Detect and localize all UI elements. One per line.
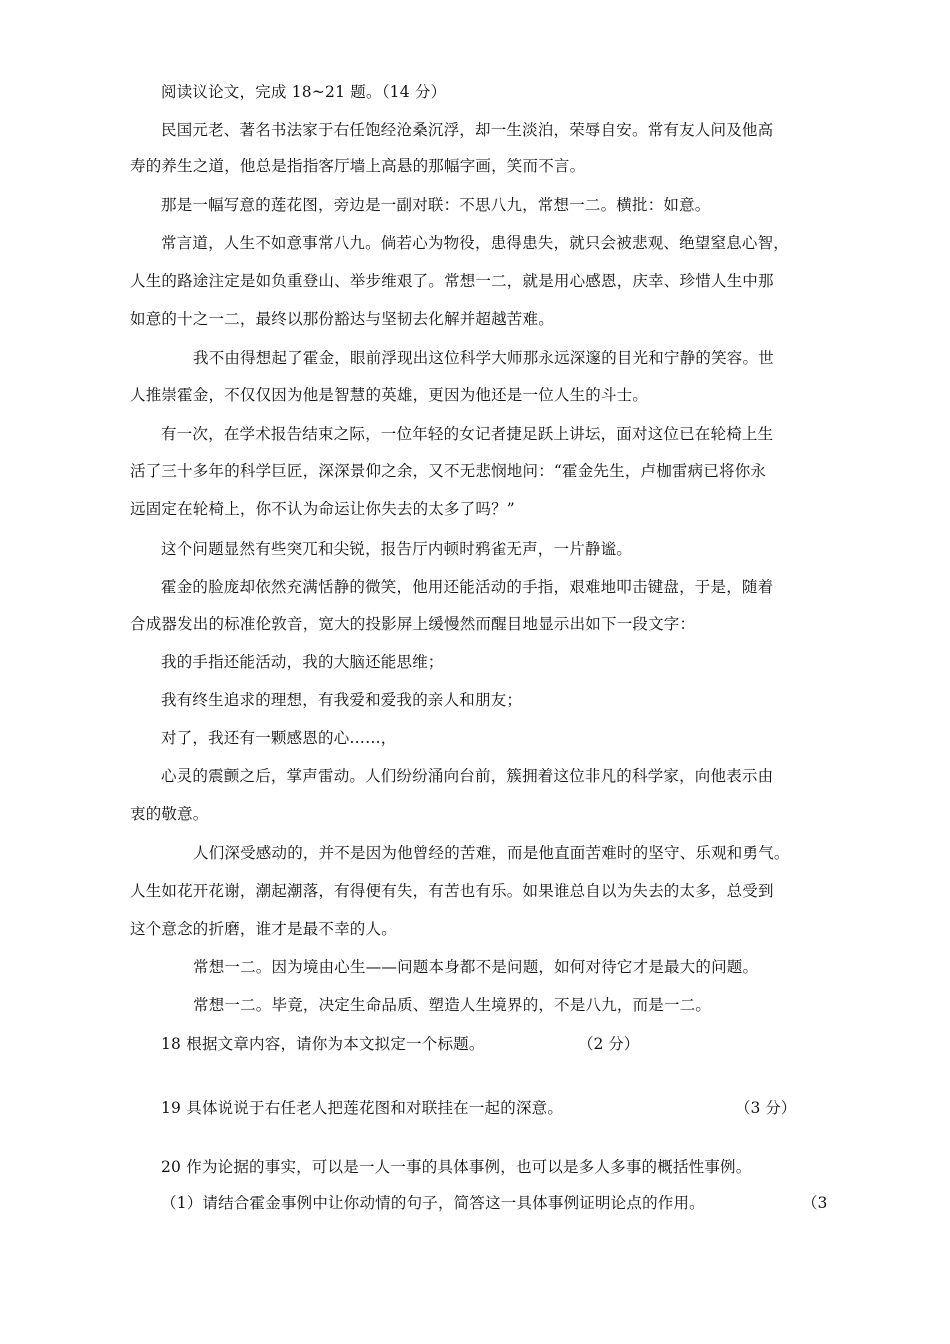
paragraph-line: 合成器发出的标准伦敦音，宽大的投影屏上缓慢然而醒目地显示出如下一段文字：: [130, 615, 696, 633]
paragraph-line: 人推崇霍金，不仅仅因为他是智慧的英雄，更因为他还是一位人生的斗士。: [130, 386, 649, 404]
question-19: 19 具体说说于右任老人把莲花图和对联挂在一起的深意。: [161, 1099, 564, 1117]
paragraph-line: 霍金的脸庞却依然充满恬静的微笑，他用还能活动的手指，艰难地叩击键盘，于是，随着: [161, 578, 774, 596]
paragraph-line: 寿的养生之道，他总是指指客厅墙上高悬的那幅字画，笑而不言。: [130, 157, 586, 175]
paragraph-line: 常言道，人生不如意事常八九。倘若心为物役，患得患失，就只会被悲观、绝望窒息心智，: [161, 234, 790, 252]
question-20-1: （1）请结合霍金事例中让你动情的句子，简答这一具体事例证明论点的作用。: [161, 1194, 705, 1212]
paragraph-line: 这个问题显然有些突兀和尖锐，报告厅内顿时鸦雀无声，一片静谧。: [161, 540, 633, 558]
reading-instruction: 阅读议论文，完成 18~21 题。（14 分）: [161, 83, 447, 101]
question-18-score: （2 分）: [578, 1035, 640, 1053]
paragraph-line: 如意的十之一二，最终以那份豁达与坚韧去化解并超越苦难。: [130, 310, 554, 328]
paragraph-line: 常想一二。因为境由心生——问题本身都不是问题，如何对待它才是最大的问题。: [193, 958, 759, 976]
paragraph-line: 有一次，在学术报告结束之际，一位年轻的女记者捷足跃上讲坛，面对这位已在轮椅上生: [161, 425, 774, 443]
question-20: 20 作为论据的事实，可以是一人一事的具体事例，也可以是多人多事的概括性事例。: [161, 1158, 752, 1176]
quoted-line: 我有终生追求的理想，有我爱和爱我的亲人和朋友；: [161, 691, 523, 709]
paragraph-line: 人生如花开花谢，潮起潮落，有得便有失，有苦也有乐。如果谁总自以为失去的太多，总受到: [130, 882, 774, 900]
paragraph-line: 常想一二。毕竟，决定生命品质、塑造人生境界的，不是八九，而是一二。: [193, 996, 712, 1014]
paragraph-line: 衷的敬意。: [130, 805, 209, 823]
quoted-line: 我的手指还能活动，我的大脑还能思维；: [161, 653, 444, 671]
paragraph-line: 我不由得想起了霍金，眼前浮现出这位科学大师那永远深邃的目光和宁静的笑容。世: [193, 349, 774, 367]
paragraph-line: 远固定在轮椅上，你不认为命运让你失去的太多了吗？”: [130, 500, 515, 518]
question-19-score: （3 分）: [735, 1099, 797, 1117]
paragraph-line: 心灵的震颤之后，掌声雷动。人们纷纷涌向台前，簇拥着这位非凡的科学家，向他表示由: [161, 767, 774, 785]
paragraph-line: 人生的路途注定是如负重登山、举步维艰了。常想一二，就是用心感恩，庆幸、珍惜人生中那: [130, 272, 774, 290]
question-18: 18 根据文章内容，请你为本文拟定一个标题。: [161, 1035, 485, 1053]
paragraph-line: 民国元老、著名书法家于右任饱经沧桑沉浮，却一生淡泊，荣辱自安。常有友人问及他高: [161, 121, 774, 139]
paragraph-line: 那是一幅写意的莲花图，旁边是一副对联：不思八九，常想一二。横批：如意。: [161, 196, 711, 214]
question-20-1-score: （3: [802, 1194, 828, 1212]
quoted-line: 对了，我还有一颗感恩的心……，: [161, 729, 397, 747]
paragraph-line: 这个意念的折磨，谁才是最不幸的人。: [130, 920, 397, 938]
paragraph-line: 人们深受感动的，并不是因为他曾经的苦难，而是他直面苦难时的坚守、乐观和勇气。: [193, 844, 790, 862]
paragraph-line: 活了三十多年的科学巨匠，深深景仰之余，又不无悲悯地问：“霍金先生，卢枷雷病已将你永: [130, 462, 767, 480]
